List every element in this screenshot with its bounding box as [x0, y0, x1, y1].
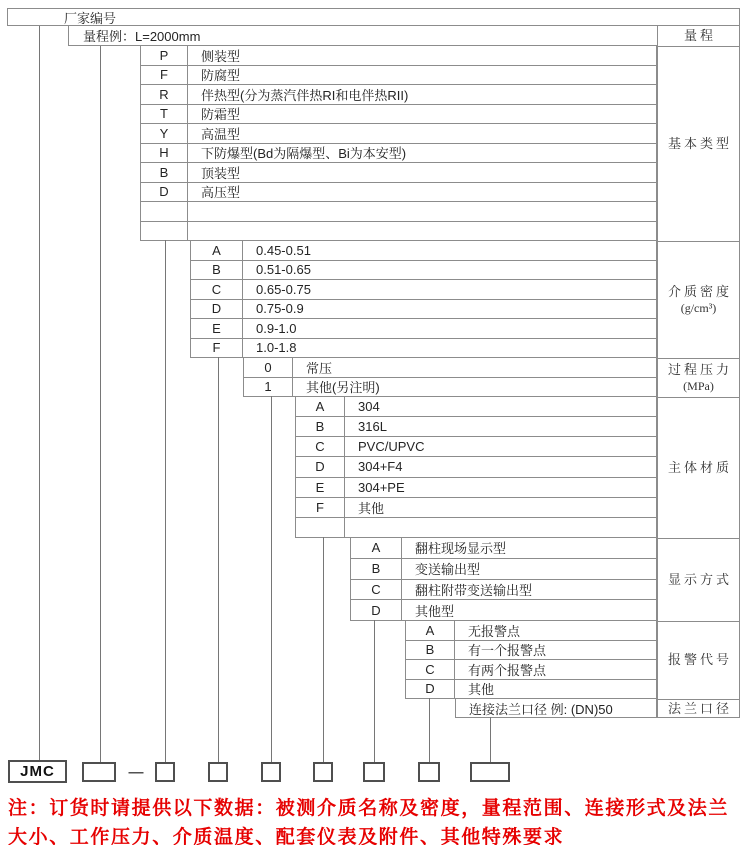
- desc-cell: 高压型: [201, 185, 241, 201]
- code-cell: C: [191, 280, 243, 299]
- desc-cell: 连接法兰口径 例: (DN)50: [469, 701, 613, 717]
- code-cell: B: [296, 417, 345, 436]
- code-cell: C: [406, 660, 455, 679]
- code-cell: F: [141, 66, 188, 85]
- basic-type-row: [141, 162, 656, 182]
- desc-cell: 无报警点: [468, 623, 521, 639]
- order-note: [8, 795, 750, 845]
- desc-cell: 304: [358, 399, 380, 415]
- medium-density-row: [191, 260, 656, 280]
- code-cell: E: [191, 319, 243, 338]
- section-label: 基本类型: [658, 46, 739, 241]
- basic-type-row: [141, 143, 656, 163]
- code-cell: H: [141, 144, 188, 163]
- code-cell: D: [351, 600, 402, 620]
- section-label: 主体材质: [658, 397, 739, 538]
- section-label: 介质密度 (g/cm³): [658, 241, 739, 358]
- desc-cell: 翻柱现场显示型: [415, 541, 507, 557]
- connector-line: [323, 537, 324, 763]
- connector-line: [429, 698, 430, 763]
- desc-cell: 其他: [468, 682, 495, 698]
- section-label: 报警代号: [658, 621, 739, 699]
- code-cell: P: [141, 46, 188, 65]
- code-box-7: [418, 762, 440, 782]
- medium-density-row: [191, 338, 656, 358]
- code-cell: B: [351, 559, 402, 579]
- desc-cell: 防霜型: [201, 107, 241, 123]
- code-box-3: [208, 762, 228, 782]
- connector-line: [100, 46, 101, 763]
- desc-cell: PVC/UPVC: [358, 439, 425, 455]
- desc-cell: 304+F4: [358, 459, 403, 475]
- desc-cell: 其他(另注明): [306, 380, 380, 396]
- section-body-material: [295, 396, 657, 538]
- section-label: 量程: [683, 28, 716, 44]
- display-mode-row: [351, 579, 656, 600]
- medium-density-row: [191, 279, 656, 299]
- basic-type-row: [141, 221, 656, 241]
- section-basic-type: [140, 45, 657, 241]
- code-cell: C: [351, 580, 402, 600]
- order-note-line-1: 注：订货时请提供以下数据：被测介质名称及密度，量程范围、连接形式及法兰: [8, 798, 730, 819]
- desc-cell: 0.9-1.0: [256, 320, 297, 336]
- display-mode-row: [351, 558, 656, 579]
- basic-type-row: [141, 46, 656, 65]
- basic-type-row: [141, 65, 656, 85]
- desc-cell: 其他型: [415, 603, 455, 619]
- code-box-6: [363, 762, 385, 782]
- code-cell: D: [406, 680, 455, 699]
- desc-cell: 0.65-0.75: [256, 281, 311, 297]
- section-alarm-code: [405, 620, 657, 699]
- desc-cell: [188, 202, 656, 221]
- desc-cell: 304+PE: [358, 479, 405, 495]
- basic-type-row: [141, 84, 656, 104]
- code-cell: C: [296, 437, 345, 456]
- desc-cell: 顶装型: [201, 165, 241, 181]
- desc-cell: 翻柱附带变送输出型: [415, 582, 533, 598]
- display-mode-row: [351, 538, 656, 558]
- code-cell: [296, 518, 345, 537]
- medium-density-row: [191, 318, 656, 338]
- desc-cell: 高温型: [201, 126, 241, 142]
- process-pressure-row: [244, 377, 656, 397]
- body-material-row: [296, 517, 656, 537]
- flange-size-row: [456, 699, 656, 717]
- alarm-code-row: [406, 621, 656, 640]
- manufacturer-label: 厂家编号: [64, 10, 117, 26]
- desc-cell: 316L: [358, 419, 387, 435]
- basic-type-row: [141, 123, 656, 143]
- display-mode-row: [351, 599, 656, 620]
- code-cell: 0: [244, 358, 293, 377]
- desc-cell: 下防爆型(Bd为隔爆型、Bi为本安型): [201, 146, 407, 162]
- alarm-code-row: [406, 659, 656, 679]
- section-label: 显示方式: [658, 538, 739, 621]
- code-box-5: [313, 762, 333, 782]
- code-cell: R: [141, 85, 188, 104]
- desc-cell: 其他: [358, 500, 385, 516]
- range-example: 量程例：L=2000mm: [83, 29, 201, 44]
- code-cell: 1: [244, 378, 293, 397]
- code-cell: A: [296, 397, 345, 416]
- manufacturer-row: [7, 8, 740, 26]
- code-cell: D: [191, 300, 243, 319]
- model-prefix: JMC: [20, 763, 55, 780]
- range-row: [68, 25, 658, 46]
- section-label: 过程压力 (MPa): [658, 358, 739, 397]
- connector-line: [271, 396, 272, 763]
- code-cell: F: [191, 339, 243, 358]
- desc-cell: 0.75-0.9: [256, 301, 304, 317]
- process-pressure-row: [244, 358, 656, 377]
- code-cell: A: [406, 621, 455, 640]
- section-medium-density: [190, 240, 657, 358]
- code-cell: Y: [141, 124, 188, 143]
- connector-line: [165, 240, 166, 763]
- body-material-row: [296, 436, 656, 456]
- code-cell: B: [191, 261, 243, 280]
- alarm-code-row: [406, 679, 656, 699]
- desc-cell: 1.0-1.8: [256, 340, 297, 356]
- body-material-row: [296, 416, 656, 436]
- desc-cell: 常压: [306, 360, 333, 376]
- desc-cell: [188, 222, 656, 241]
- body-material-row: [296, 497, 656, 517]
- connector-line: [490, 717, 491, 763]
- section-label: 法兰口径: [658, 699, 739, 718]
- desc-cell: 0.51-0.65: [256, 262, 311, 278]
- code-cell: D: [296, 457, 345, 476]
- code-cell: [141, 202, 188, 221]
- desc-cell: [345, 518, 656, 537]
- code-box-1: [82, 762, 116, 782]
- section-display-mode: [350, 537, 657, 621]
- code-cell: T: [141, 105, 188, 124]
- basic-type-row: [141, 104, 656, 124]
- order-note-line-2: 大小、工作压力、介质温度、配套仪表及附件、其他特殊要求: [8, 826, 565, 845]
- code-cell: D: [141, 183, 188, 202]
- body-material-row: [296, 456, 656, 476]
- desc-cell: 变送输出型: [415, 562, 481, 578]
- code-cell: E: [296, 478, 345, 497]
- model-prefix-box: [8, 760, 67, 783]
- body-material-row: [296, 397, 656, 416]
- code-box-2: [155, 762, 175, 782]
- medium-density-row: [191, 299, 656, 319]
- desc-cell: 0.45-0.51: [256, 242, 311, 258]
- connector-line: [39, 26, 40, 763]
- desc-cell: 有两个报警点: [468, 662, 547, 678]
- alarm-code-row: [406, 640, 656, 660]
- section-flange-size: [455, 698, 657, 718]
- separator-dash: —: [128, 763, 144, 781]
- body-material-row: [296, 477, 656, 497]
- label-column: [657, 25, 740, 718]
- code-box-4: [261, 762, 281, 782]
- basic-type-row: [141, 182, 656, 202]
- connector-line: [218, 357, 219, 763]
- code-box-8: [470, 762, 510, 782]
- desc-cell: 侧装型: [201, 48, 241, 64]
- basic-type-row: [141, 201, 656, 221]
- code-cell: B: [141, 163, 188, 182]
- code-cell: A: [351, 538, 402, 558]
- connector-line: [374, 620, 375, 763]
- code-cell: A: [191, 241, 243, 260]
- desc-cell: 伴热型(分为蒸汽伴热RI和电伴热RII): [201, 87, 409, 103]
- code-cell: [141, 222, 188, 241]
- desc-cell: 防腐型: [201, 68, 241, 84]
- medium-density-row: [191, 241, 656, 260]
- section-process-pressure: [243, 357, 657, 397]
- code-cell: F: [296, 498, 345, 517]
- desc-cell: 有一个报警点: [468, 643, 547, 659]
- code-cell: B: [406, 641, 455, 660]
